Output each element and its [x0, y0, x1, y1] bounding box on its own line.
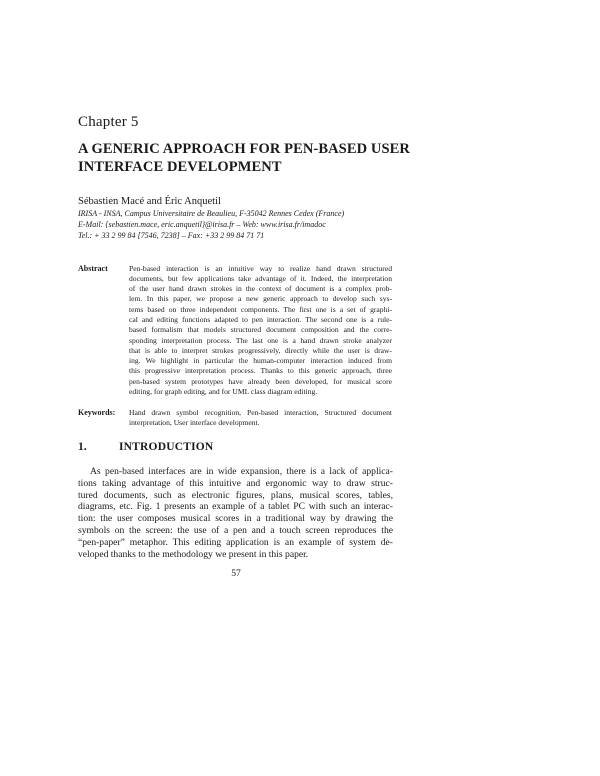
- section-title: INTRODUCTION: [119, 441, 214, 453]
- introduction-paragraph: [78, 466, 393, 560]
- chapter-heading: Chapter 5: [78, 114, 139, 130]
- abstract-text: [129, 264, 392, 398]
- body-line: tion: the user composes musical scores in a traditional way by drawing the: [78, 513, 393, 525]
- body-line: veloped thanks to the methodology we present in this paper.: [78, 548, 309, 560]
- keywords-text: [129, 408, 392, 429]
- authors: Sébastien Macé and Éric Anquetil: [78, 196, 221, 207]
- affiliation: [78, 208, 344, 241]
- paper-title: [78, 140, 408, 176]
- abstract-line: lem. In this paper, we propose a new generic approach to develop such sys-: [129, 294, 392, 304]
- body-line: tured documents, such as electronic figures, plans, musical scores, tables,: [78, 489, 393, 501]
- abstract-line: tems based on three independent components. The first one is a set of graphi-: [129, 304, 392, 314]
- abstract-line: sponding interpretation process. The last one is a hand drawn stroke analyzer: [129, 335, 392, 345]
- paper-title-line: INTERFACE DEVELOPMENT: [78, 159, 282, 175]
- body-line: “pen-paper” metaphor. This editing application is an example of system de-: [78, 536, 393, 548]
- body-line: symbols on the screen: the use of a pen and a touch screen reproduces the: [78, 524, 393, 536]
- keywords-line: Hand drawn symbol recognition, Pen-based interaction, Structured document: [129, 407, 392, 417]
- paper-title-line: A GENERIC APPROACH FOR PEN-BASED USER: [78, 141, 410, 157]
- abstract-line: that is able to interpret strokes progressively, directly while the user is draw-: [129, 345, 392, 355]
- abstract-line: pen-based system prototypes have already been developed, for musical score: [129, 376, 392, 386]
- body-line: diagrams, etc. Fig. 1 presents an example of a tablet PC with such an interac-: [78, 501, 393, 513]
- page-number: 57: [231, 568, 241, 579]
- abstract-label: Abstract: [78, 264, 108, 273]
- abstract-line: this progressive interpretation process. Thanks to this generic approach, three: [129, 366, 392, 376]
- affiliation-line: E-Mail: {sebastien.mace, eric.anquetil}@irisa.fr – Web: www.irisa.fr/imadoc: [78, 220, 326, 229]
- affiliation-line: Tel.: + 33 2 99 84 [7546, 7238] – Fax: +33 2 99 84 71 71: [78, 231, 265, 240]
- abstract-line: of the user hand drawn strokes in the context of document is a complex prob-: [129, 284, 392, 294]
- body-line: As pen-based interfaces are in wide expansion, there is a lack of applica-: [90, 466, 393, 477]
- keywords-line: interpretation, User interface development.: [129, 417, 260, 427]
- section-number: 1.: [78, 441, 87, 453]
- body-line: tions taking advantage of this intuitive and ergonomic way to draw struc-: [78, 477, 393, 489]
- abstract-line: ing. We highlight in particular the human-computer interaction induced from: [129, 356, 392, 366]
- abstract-line: cal and editing functions adapted to pen interaction. The second one is a rule-: [129, 314, 392, 324]
- abstract-line: Pen-based interaction is an intuitive way to realize hand drawn structured: [129, 263, 392, 273]
- abstract-line: based formalism that models structured document composition and the corre-: [129, 325, 392, 335]
- affiliation-line: IRISA - INSA, Campus Universitaire de Beaulieu, F-35042 Rennes Cedex (France): [78, 209, 345, 218]
- keywords-label: Keywords:: [78, 408, 116, 417]
- abstract-line: documents, but few applications take advantage of it. Indeed, the interpretation: [129, 273, 392, 283]
- abstract-line: editing, for graph editing, and for UML class diagram editing.: [129, 387, 318, 397]
